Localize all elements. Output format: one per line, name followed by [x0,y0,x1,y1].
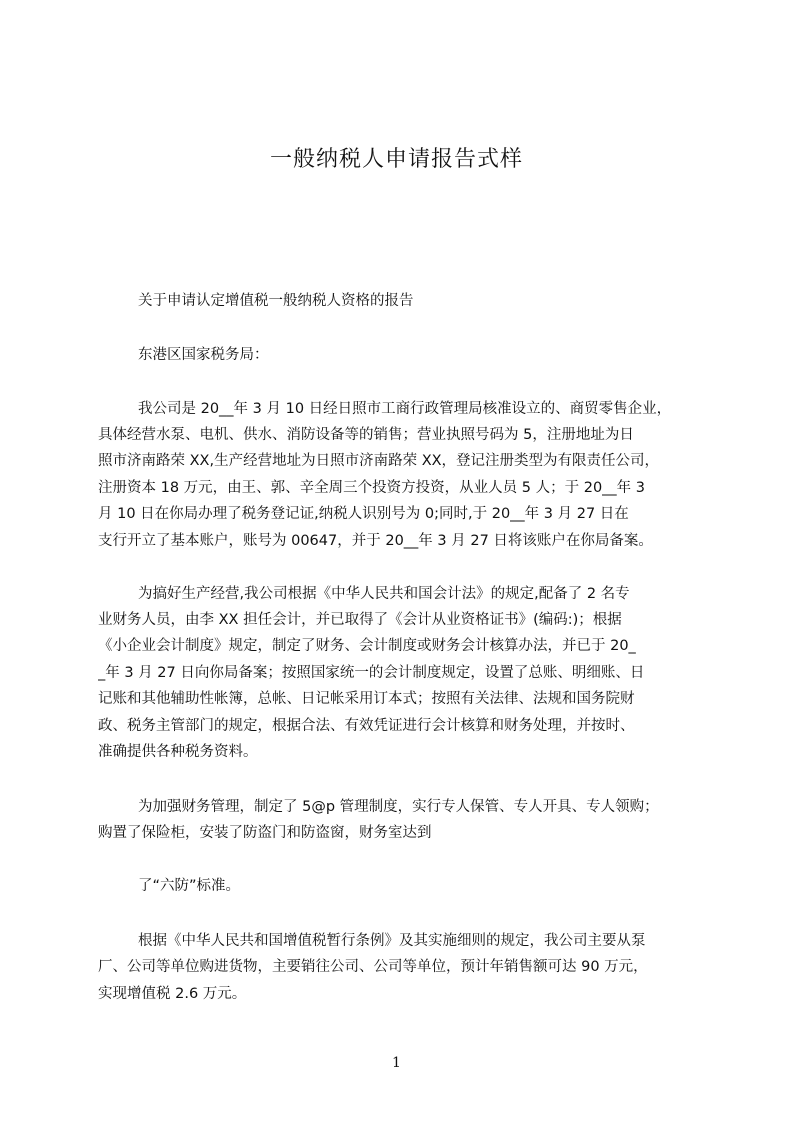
text-line: 为加强财务管理，制定了 5@p 管理制度，实行专人保管、专人开具、专人领购； [138,799,659,815]
text-line: 根据《中华人民共和国增值税暂行条例》及其实施细则的规定，我公司主要从泵 [138,933,646,949]
text-line: 实现增值税 2.6 万元。 [98,986,247,1002]
document-title: 一般纳税人申请报告式样 [269,147,523,172]
text-line: _年 3 月 27 日向你局备案；按照国家统一的会计制度规定，设置了总账、明细账、日 [98,665,645,681]
text-line: 业财务人员，由李 XX 担任会计，并已取得了《会计从业资格证书》(编码:)；根据 [98,612,622,628]
text-line: 月 10 日在你局办理了税务登记证,纳税人识别号为 0;同时,于 20__年 3 月 27 日在 [98,506,629,522]
addressee: 东港区国家税务局： [138,347,269,363]
text-line: 注册资本 18 万元，由王、郭、辛全周三个投资方投资，从业人员 5 人；于 20__年 3 [98,480,646,496]
text-line: 照市济南路荣 XX,生产经营地址为日照市济南路荣 XX，登记注册类型为有限责任公司， [98,453,660,469]
text-line: 厂、公司等单位购进货物，主要销往公司、公司等单位，预计年销售额可达 90 万元， [98,959,648,975]
text-line: 《小企业会计制度》规定，制定了财务、会计制度或财务会计核算办法，并已于 20_ [98,638,636,654]
subject-line: 关于申请认定增值税一般纳税人资格的报告 [138,293,414,309]
page-number: 1 [392,1055,401,1071]
text-line: 记账和其他辅助性帐簿，总帐、日记帐采用订本式；按照有关法律、法规和国务院财 [98,691,635,707]
text-line: 为搞好生产经营,我公司根据《中华人民共和国会计法》的规定,配备了 2 名专 [138,586,630,602]
text-line: 具体经营水泵、电机、供水、消防设备等的销售；营业执照号码为 5，注册地址为日 [98,427,634,443]
text-line: 购置了保险柜，安装了防盗门和防盗窗，财务室达到 [98,825,432,841]
text-line: 政、税务主管部门的规定，根据合法、有效凭证进行会计核算和财务处理，并按时、 [98,718,635,734]
text-line: 准确提供各种税务资料。 [98,744,258,760]
text-line: 我公司是 20__年 3 月 10 日经日照市工商行政管理局核准设立的、商贸零售企业， [138,401,672,417]
paragraph-six-defenses: 了“六防”标准。 [138,878,241,894]
text-line: 支行开立了基本账户，账号为 00647，并于 20__年 3 月 27 日将该账户在你局备案。 [98,533,653,549]
